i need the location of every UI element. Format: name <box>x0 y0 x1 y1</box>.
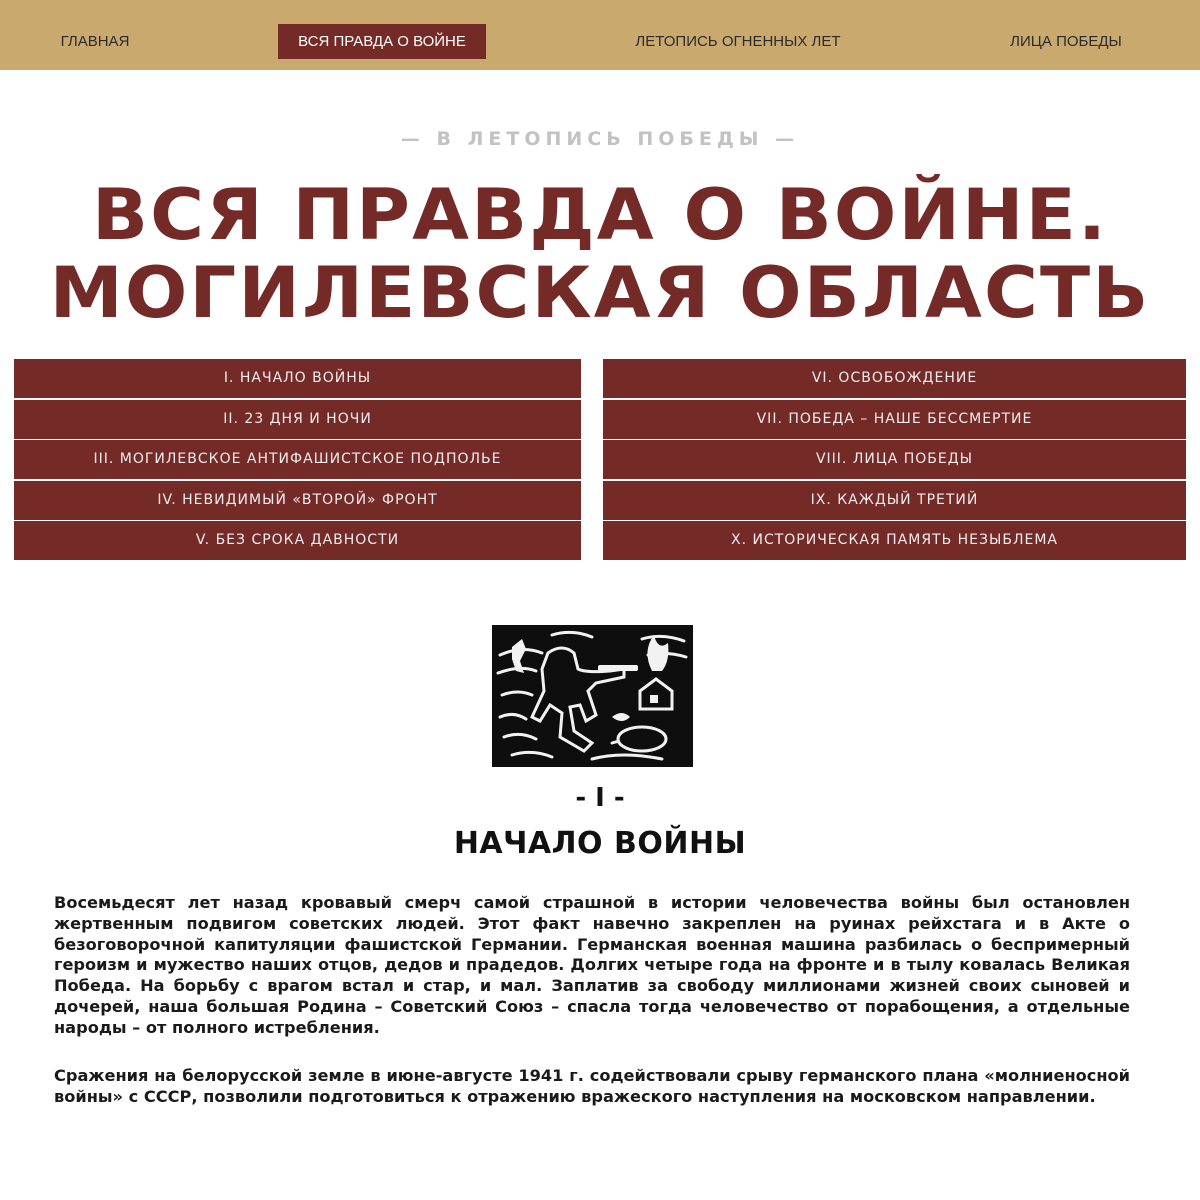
top-navigation-bar <box>0 0 1200 70</box>
chapter-link-3[interactable]: III. МОГИЛЕВСКОЕ АНТИФАШИСТСКОЕ ПОДПОЛЬЕ <box>14 440 581 479</box>
section-number: - I - <box>575 783 625 813</box>
section-paragraph-2: Сражения на белорусской земле в июне-августе 1941 г. содействовали срыву германского плана «молниеносной войны» с СССР, позволили подготовиться к отражению вражеского наступления на московском направлении. <box>54 1066 1130 1106</box>
chapter-link-8[interactable]: VIII. ЛИЦА ПОБЕДЫ <box>603 440 1186 479</box>
chapter-link-7[interactable]: VII. ПОБЕДА – НАШЕ БЕССМЕРТИЕ <box>603 400 1186 439</box>
chapter-link-6[interactable]: VI. ОСВОБОЖДЕНИЕ <box>603 359 1186 398</box>
page-title-line-1: ВСЯ ПРАВДА О ВОЙНЕ. <box>91 174 1109 256</box>
chapter-link-1[interactable]: I. НАЧАЛО ВОЙНЫ <box>14 359 581 398</box>
chapter-link-9[interactable]: IX. КАЖДЫЙ ТРЕТИЙ <box>603 481 1186 520</box>
woodcut-illustration <box>492 625 693 767</box>
nav-home-link[interactable]: ГЛАВНАЯ <box>60 33 130 50</box>
page-title-line-2: МОГИЛЕВСКАЯ ОБЛАСТЬ <box>49 252 1151 334</box>
chapter-link-2[interactable]: II. 23 ДНЯ И НОЧИ <box>14 400 581 439</box>
section-title: НАЧАЛО ВОЙНЫ <box>453 826 747 861</box>
nav-chronicle-link[interactable]: ЛЕТОПИСЬ ОГНЕННЫХ ЛЕТ <box>635 33 841 50</box>
chapter-list-right <box>603 359 1186 562</box>
woodcut-soldier-burning-house-icon <box>492 625 693 767</box>
nav-war-truth-link[interactable]: ВСЯ ПРАВДА О ВОЙНЕ <box>278 24 486 59</box>
section-paragraph-1: Восемьдесят лет назад кровавый смерч самой страшной в истории человечества войны был остановлен жертвенным подвигом советских людей. Этот факт навечно закреплен на руинах рейхстага и в Акте о безоговорочной капитуляции фашистской Германии. Германская военная машина разбилась о беспримерный героизм и мужество наших отцов, дедов и прадедов. Долгих четыре года на фронте и в тылу ковалась Великая Победа. На борьбу с врагом встал и стар, и мал. Заплатив за свободу миллионами жизней своих сыновей и дочерей, наша большая Родина – Советский Союз – спасла тогда человечество от порабощения, а отдельные народы – от полного истребления. <box>54 893 1130 1037</box>
page-title <box>0 176 1200 332</box>
chapter-list-left <box>14 359 581 562</box>
chapter-link-5[interactable]: V. БЕЗ СРОКА ДАВНОСТИ <box>14 521 581 560</box>
chapter-link-10[interactable]: X. ИСТОРИЧЕСКАЯ ПАМЯТЬ НЕЗЫБЛЕМА <box>603 521 1186 560</box>
chapter-link-4[interactable]: IV. НЕВИДИМЫЙ «ВТОРОЙ» ФРОНТ <box>14 481 581 520</box>
hero-kicker: — В ЛЕТОПИСЬ ПОБЕДЫ — <box>400 128 800 150</box>
nav-faces-link[interactable]: ЛИЦА ПОБЕДЫ <box>1010 33 1122 50</box>
